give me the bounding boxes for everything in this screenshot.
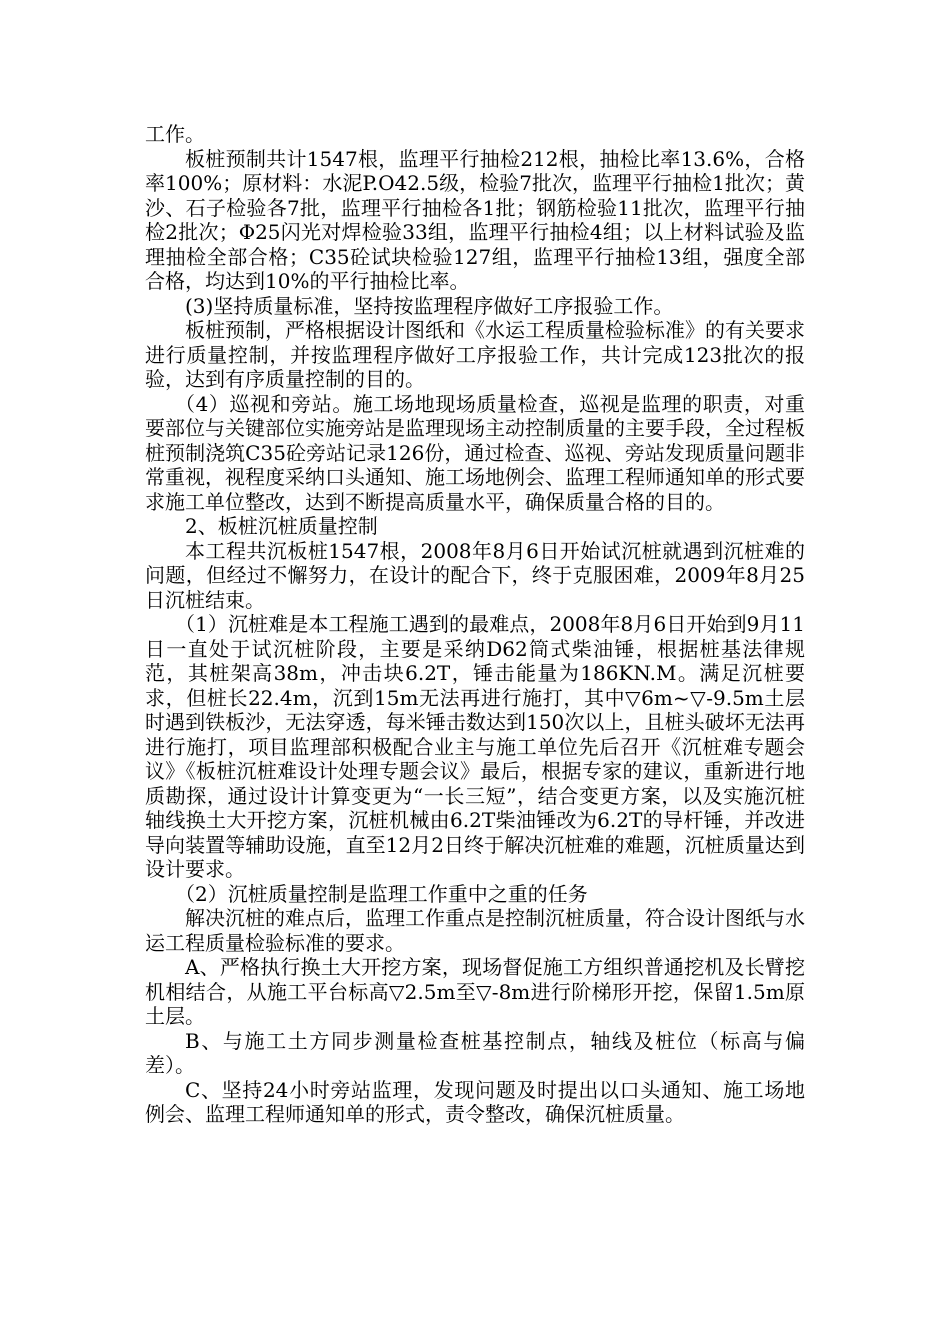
- paragraph-2: 板桩预制共计1547根，监理平行抽检212根，抽检比率13.6%，合格率100%；原材料：水泥P.O42.5级，检验7批次，监理平行抽检1批次；黄沙、石子检验各7批，监理平行抽检各1批；钢筋检验11批次，监理平行抽检2批次；Φ25闪光对焊检验33组，监理平行抽检4组；以上材料试验及监理抽检全部合格；C35砼试块检验127组，监理平行抽检13组，强度全部合格，均达到10%的平行抽检比率。: [145, 146, 805, 293]
- paragraph-7: 本工程共沉板桩1547根，2008年8月6日开始试沉桩就遇到沉桩难的问题，但经过不懈努力，在设计的配合下，终于克服困难，2009年8月25日沉桩结束。: [145, 538, 805, 612]
- paragraph-5: （4）巡视和旁站。施工场地现场质量检查，巡视是监理的职责，对重要部位与关键部位实施旁站是监理现场主动控制质量的主要手段，全过程板桩预制浇筑C35砼旁站记录126份，通过检查、巡视、旁站发现质量问题非常重视，视程度采纳口头通知、施工场地例会、监理工程师通知单的形式要求施工单位整改，达到不断提高质量水平，确保质量合格的目的。: [145, 391, 805, 514]
- paragraph-11: A、严格执行换土大开挖方案，现场督促施工方组织普通挖机及长臂挖机相结合，从施工平台标高▽2.5m至▽-8m进行阶梯形开挖，保留1.5m原土层。: [145, 955, 805, 1028]
- section-heading-2: 2、板桩沉桩质量控制: [185, 514, 378, 538]
- paragraph-8: （1）沉桩难是本工程施工遇到的最难点，2008年8月6日开始到9月11日一直处于试沉桩阶段，主要是采纳D62筒式柴油锤，根据桩基法律规范，其桩架高38m，冲击块6.2T，锤击能量为186KN.M。满足沉桩要求，但桩长22.4m，沉到15m无法再进行施打，其中▽6m~▽-9.5m土层时遇到铁板沙，无法穿透，每米锤击数达到150次以上，且桩头破坏无法再进行施打，项目监理部积极配合业主与施工单位先后召开《沉桩难专题会议》《板桩沉桩难设计处理专题会议》最后，根据专家的建议，重新进行地质勘探，通过设计计算变更为“一长三短”，结合变更方案，以及实施沉桩轴线换土大开挖方案，沉桩机械由6.2T柴油锤改为6.2T的导杆锤，并改进导向装置等辅助设施，直至12月2日终于解决沉桩难的难题，沉桩质量达到设计要求。: [145, 612, 805, 881]
- paragraph-12: B、与施工土方同步测量检查桩基控制点，轴线及桩位（标高与偏差）。: [145, 1028, 805, 1077]
- paragraph-13: C、坚持24小时旁站监理，发现问题及时提出以口头通知、施工场地例会、监理工程师通知单的形式，责令整改，确保沉桩质量。: [145, 1077, 805, 1126]
- paragraph-4: 板桩预制，严格根据设计图纸和《水运工程质量检验标准》的有关要求进行质量控制，并按监理程序做好工序报验工作，共计完成123批次的报验，达到有序质量控制的目的。: [145, 318, 805, 391]
- paragraph-9: （2）沉桩质量控制是监理工作重中之重的任务: [175, 881, 588, 906]
- document-page: [145, 122, 805, 1127]
- paragraph-1: 工作。: [145, 122, 205, 146]
- paragraph-10: 解决沉桩的难点后，监理工作重点是控制沉桩质量，符合设计图纸与水运工程质量检验标准的要求。: [145, 906, 805, 955]
- paragraph-3: (3)坚持质量标准，坚持按监理程序做好工序报验工作。: [185, 293, 674, 318]
